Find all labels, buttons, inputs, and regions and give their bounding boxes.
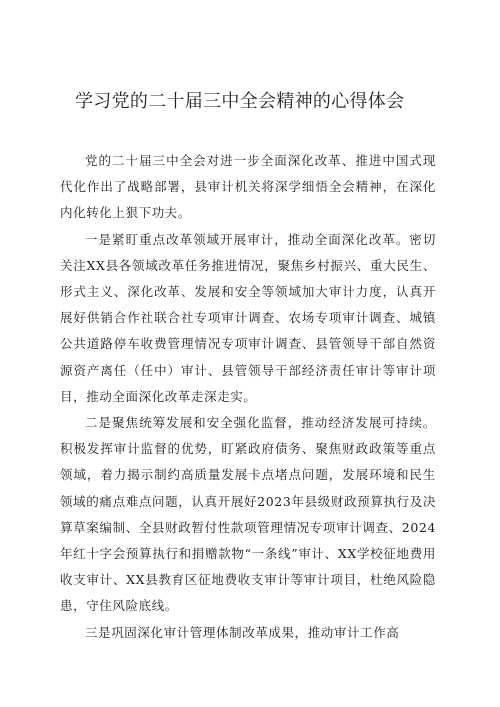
document-title: 学习党的二十届三中全会精神的心得体会 <box>75 91 405 112</box>
paragraph-point-one: 一是紧盯重点改革领域开展审计，推动全面深化改革。密切关注XX县各领域改革任务推进情况，聚焦乡村振兴、重大民生、形式主义、深化改革、发展和安全等领域加大审计力度，认真开展好供销合作社联合社专项审计调查、农场专项审计调查、城镇公共道路停车收费管理情况专项审计调查、县管领导干部自然资源资产离任（任中）审计、县管领导干部经济责任审计等审计项目，推动全面深化改革走深走实。 <box>60 231 436 404</box>
paragraph-intro: 党的二十届三中全会对进一步全面深化改革、推进中国式现代化作出了战略部署，县审计机关将深学细悟全会精神，在深化内化转化上狠下功夫。 <box>60 153 436 221</box>
document-body <box>60 148 436 646</box>
paragraph-point-two: 二是聚焦统筹发展和安全强化监督，推动经济发展可持续。积极发挥审计监督的优势，盯紧政府债务、聚焦财政政策等重点领域，着力揭示制约高质量发展卡点堵点问题，发展环境和民生领域的痛点难点问题，认真开展好2023年县级财政预算执行及决算草案编制、全县财政暂付性款项管理情况专项审计调查、2024年红十字会预算执行和捐赠款物“一条线”审计、XX学校征地费用收支审计、XX县教育区征地费收支审计等审计项目，杜绝风险隐患，守住风险底线。 <box>60 415 436 614</box>
paragraph-point-three: 三是巩固深化审计管理体制改革成果，推动审计工作高 <box>85 624 400 640</box>
